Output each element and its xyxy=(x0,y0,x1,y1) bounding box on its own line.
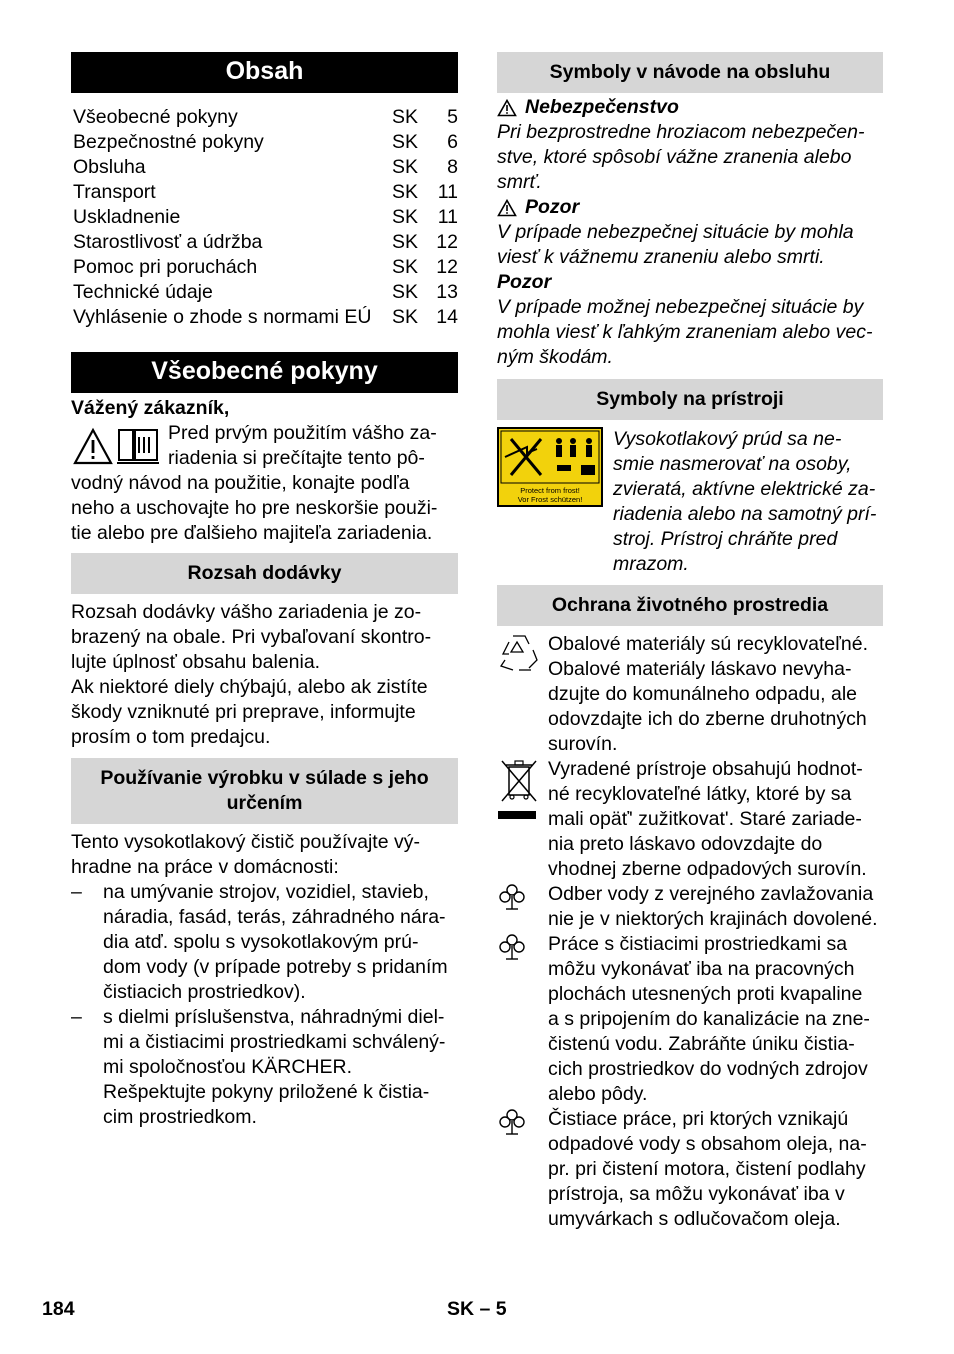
delivery-text: Rozsah dodávky vášho zariadenia je zo- brazený na obale. Pri vybaľovaní skontro- lujte úplnosť obsahu balenia. Ak niektoré diely chýbajú, alebo ak zistíte škody vzniknuté pri preprave, informujte prosím o tom predajcu. xyxy=(71,601,432,748)
toc-entry-lang: SK xyxy=(392,206,419,228)
toc-entry[interactable] xyxy=(71,230,458,255)
toc-entry-lang: SK xyxy=(392,231,419,253)
toc-entry-title: Technické údaje xyxy=(73,281,213,303)
env-devices: Vyradené prístroje obsahujú hodnot- né recyklovateľné látky, ktoré by sa mali opäť' zužitkovat'. Staré zariade- nia preto láskavo odovzdajte do vhodnej zberne odpadových surovín. xyxy=(497,757,883,882)
toc-entry-title: Všeobecné pokyny xyxy=(73,106,238,128)
intended-use-heading: Používanie výrobku v súlade s jeho určením xyxy=(71,758,458,824)
env-oil: Čistiace práce, pri ktorých vznikajú odpadové vody s obsahom oleja, na- pr. pri čistení motora, čistení podlahy prístroja, sa môžu vykonávať iba v umyvárkach s odlučovačom oleja. xyxy=(497,1107,883,1232)
toc-entry[interactable] xyxy=(71,280,458,305)
toc-entry[interactable] xyxy=(71,180,458,205)
env-water: Odber vody z verejného zavlažovania nie je v niektorých krajinách dovolené. xyxy=(497,882,883,932)
general-intro: Pred prvým použitím vášho za- riadenia si prečítajte tento pô- vodný návod na použitie, konajte podľa neho a uschovajte ho pre neskoršie použi- tie alebo pre ďalšieho majiteľa zariadenia. xyxy=(71,422,438,544)
symbols-manual-text: Nebezpečenstvo Pri bezprostredne hroziacom nebezpečen- stve, ktoré spôsobí vážne zranenia alebo smrť. Pozor V prípade nebezpečnej situácie by mohla viesť k vážnemu zraneniu alebo smrti. Pozor V prípade možnej nebezpečnej situácie by mohla viesť k ľahkým zraneniam alebo vec- ným škodám. xyxy=(497,95,883,370)
right-column xyxy=(497,52,883,1232)
environment-tip-icon xyxy=(497,1107,527,1137)
svg-text:Protect from frost!: Protect from frost! xyxy=(520,486,580,495)
page-number: 184 xyxy=(42,1298,75,1320)
recycling-icon xyxy=(497,632,541,674)
toc-entry-lang: SK xyxy=(392,281,419,303)
toc-entry-title: Uskladnenie xyxy=(73,206,181,228)
table-of-contents xyxy=(71,105,458,330)
environment-heading: Ochrana životného prostredia xyxy=(497,585,883,626)
section-page-label: SK – 5 xyxy=(447,1298,507,1320)
toc-entry-page: 6 xyxy=(447,131,458,153)
toc-entry[interactable] xyxy=(71,255,458,280)
toc-entry-title: Pomoc pri poruchách xyxy=(73,256,258,278)
toc-entry-page: 13 xyxy=(436,281,458,303)
toc-entry-page: 14 xyxy=(436,306,458,328)
toc-entry-lang: SK xyxy=(392,181,419,203)
list-item: – s dielmi príslušenstva, náhradnými diel- mi a čistiacimi prostriedkami schválený- mi spoločnosťou KÄRCHER. Rešpektujte pokyny priložené k čistia- cim prostriedkom. xyxy=(71,1006,446,1128)
env-packaging: Obalové materiály sú recyklovateľné. Obalové materiály láskavo nevyha- dzujte do komunálneho odpadu, ale odovzdajte ich do zberne druhotných surovín. xyxy=(497,632,883,757)
toc-entry-page: 5 xyxy=(447,106,458,128)
toc-heading: Obsah xyxy=(71,52,458,93)
toc-entry-page: 11 xyxy=(437,181,458,203)
danger-label: Nebezpečenstvo xyxy=(497,95,883,120)
left-column xyxy=(71,52,458,1130)
toc-entry[interactable] xyxy=(71,305,458,330)
greeting: Vážený zákazník, xyxy=(71,397,230,419)
general-heading: Všeobecné pokyny xyxy=(71,352,458,393)
toc-entry-lang: SK xyxy=(392,256,419,278)
warning-triangle-icon xyxy=(73,427,161,467)
toc-entry[interactable] xyxy=(71,205,458,230)
toc-entry-title: Vyhlásenie o zhode s normami EÚ xyxy=(73,306,372,328)
frost-warning-label-icon xyxy=(497,427,613,577)
toc-entry[interactable] xyxy=(71,130,458,155)
toc-entry-lang: SK xyxy=(392,156,419,178)
environment-tip-icon xyxy=(497,882,527,912)
toc-entry-title: Obsluha xyxy=(73,156,146,178)
manual-book-icon xyxy=(117,430,159,463)
toc-entry-page: 11 xyxy=(437,206,458,228)
toc-entry-page: 12 xyxy=(436,256,458,278)
env-detergents: Práce s čistiacimi prostriedkami sa môžu vykonávať iba na pracovných plochách utesnených proti kvapaline a s pripojením do kanalizácie na zne- čistenú vodu. Zabráňte úniku čistia- cich prostriedkov do vodných zdrojov alebo pôdy. xyxy=(497,932,883,1107)
intended-use-text: Tento vysokotlakový čistič používajte vý- hradne na práce v domácnosti: – na umývanie strojov, vozidiel, stavieb, náradia, fasád, terás, záhradného nára- dia atď. spolu s vysokotlakovým prú- dom vody (v prípade potreby s pridaním čistiacich prostriedkov). – s dielmi príslušenstva, náhradnými diel- mi a čistiacimi prostriedkami schválený- mi spoločnosťou KÄRCHER. Rešpektujte pokyny priložené k čistia- cim prostriedkom. xyxy=(71,830,458,1130)
warning-triangle-icon xyxy=(497,199,517,217)
toc-entry[interactable] xyxy=(71,155,458,180)
toc-entry-title: Starostlivosť a údržba xyxy=(73,231,263,253)
symbols-manual-heading: Symboly v návode na obsluhu xyxy=(497,52,883,93)
warning-label: Pozor xyxy=(497,195,883,220)
toc-entry-page: 12 xyxy=(436,231,458,253)
toc-entry-lang: SK xyxy=(392,106,419,128)
device-symbol-row xyxy=(497,427,883,577)
device-symbol-text: Vysokotlakový prúd sa ne- smie nasmerovať na osoby, zvieratá, aktívne elektrické za- riadenia alebo na samotný prí- stroj. Prístroj chráňte pred mrazom. xyxy=(613,428,877,575)
caution-label: Pozor xyxy=(497,271,552,293)
toc-entry-lang: SK xyxy=(392,306,419,328)
svg-text:Vor Frost schützen!: Vor Frost schützen! xyxy=(517,495,583,504)
environment-tip-icon xyxy=(497,932,527,962)
toc-entry-lang: SK xyxy=(392,131,419,153)
symbols-device-heading: Symboly na prístroji xyxy=(497,379,883,420)
list-item: – na umývanie strojov, vozidiel, stavieb, náradia, fasád, terás, záhradného nára- dia atď. spolu s vysokotlakovým prú- dom vody (v prípade potreby s pridaním čistiacich prostriedkov). xyxy=(71,881,448,1003)
toc-entry-title: Bezpečnostné pokyny xyxy=(73,131,264,153)
delivery-heading: Rozsah dodávky xyxy=(71,553,458,594)
crossed-bin-icon xyxy=(497,757,541,823)
warning-triangle-icon xyxy=(497,99,517,117)
warning-manual-icons xyxy=(73,427,161,472)
toc-entry-page: 8 xyxy=(447,156,458,178)
toc-entry-title: Transport xyxy=(73,181,156,203)
toc-entry[interactable] xyxy=(71,105,458,130)
